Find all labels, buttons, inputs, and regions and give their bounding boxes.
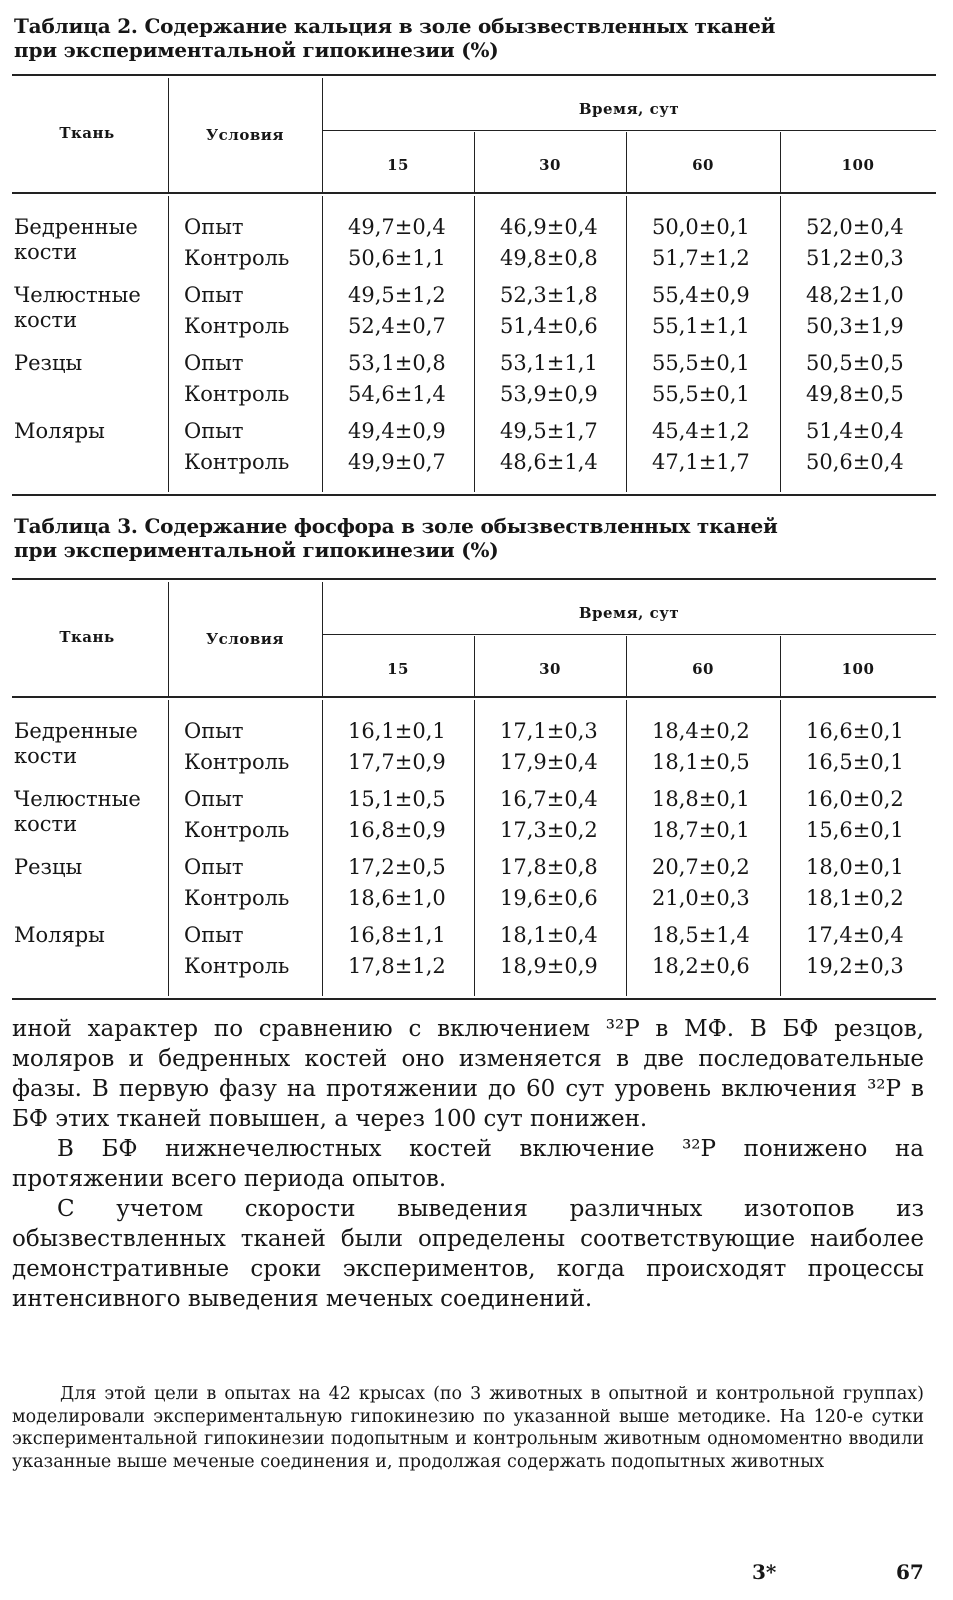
table-top-rule xyxy=(12,74,936,76)
value-control: 18,9±0,9 xyxy=(500,954,598,978)
body-column-divider xyxy=(168,196,169,492)
header-column-divider xyxy=(322,78,323,192)
value-control: 16,8±0,9 xyxy=(348,818,446,842)
tissue-label: Челюстные кости xyxy=(14,283,141,332)
header-day-3: 100 xyxy=(841,660,875,678)
value-control: 17,3±0,2 xyxy=(500,818,598,842)
value-experiment: 50,0±0,1 xyxy=(652,215,750,239)
value-experiment: 17,1±0,3 xyxy=(500,719,598,743)
value-control: 17,9±0,4 xyxy=(500,750,598,774)
condition-experiment: Опыт xyxy=(184,855,244,879)
body-column-divider xyxy=(322,196,323,492)
value-experiment: 55,5±0,1 xyxy=(652,351,750,375)
table2-caption xyxy=(14,14,914,62)
condition-experiment: Опыт xyxy=(184,283,244,307)
value-control: 21,0±0,3 xyxy=(652,886,750,910)
value-experiment: 18,0±0,1 xyxy=(806,855,904,879)
header-day-2: 60 xyxy=(692,660,714,678)
body-column-divider xyxy=(474,196,475,492)
value-experiment: 16,8±1,1 xyxy=(348,923,446,947)
body-column-divider xyxy=(780,700,781,996)
value-experiment: 18,1±0,4 xyxy=(500,923,598,947)
header-day-0: 15 xyxy=(387,660,409,678)
tissue-label: Челюстные кости xyxy=(14,787,141,836)
header-tissue: Ткань xyxy=(59,628,115,646)
table-bottom-rule xyxy=(12,998,936,1000)
body-column-divider xyxy=(626,700,627,996)
paragraph-2: В БФ нижнечелюстных костей включение ³²Р понижено на протяжении всего периода опытов. xyxy=(12,1136,924,1192)
value-experiment: 49,7±0,4 xyxy=(348,215,446,239)
header-day-2: 60 xyxy=(692,156,714,174)
value-experiment: 49,5±1,2 xyxy=(348,283,446,307)
table2-caption-line1: Таблица 2. Содержание кальция в золе обызвествленных тканей xyxy=(14,14,776,38)
condition-control: Контроль xyxy=(184,886,290,910)
condition-control: Контроль xyxy=(184,314,290,338)
header-day-3: 100 xyxy=(841,156,875,174)
value-experiment: 18,5±1,4 xyxy=(652,923,750,947)
value-control: 16,5±0,1 xyxy=(806,750,904,774)
header-day-1: 30 xyxy=(539,156,561,174)
value-control: 51,4±0,6 xyxy=(500,314,598,338)
value-experiment: 16,1±0,1 xyxy=(348,719,446,743)
condition-experiment: Опыт xyxy=(184,419,244,443)
value-experiment: 49,4±0,9 xyxy=(348,419,446,443)
value-experiment: 16,0±0,2 xyxy=(806,787,904,811)
value-control: 47,1±1,7 xyxy=(652,450,750,474)
tissue-label: Бедренные кости xyxy=(14,215,138,264)
table-header-rule xyxy=(12,192,936,194)
value-control: 18,1±0,2 xyxy=(806,886,904,910)
value-experiment: 46,9±0,4 xyxy=(500,215,598,239)
table-header-rule xyxy=(12,696,936,698)
value-control: 50,6±1,1 xyxy=(348,246,446,270)
value-experiment: 20,7±0,2 xyxy=(652,855,750,879)
table3-caption-line1: Таблица 3. Содержание фосфора в золе обызвествленных тканей xyxy=(14,514,778,538)
value-control: 17,7±0,9 xyxy=(348,750,446,774)
condition-control: Контроль xyxy=(184,750,290,774)
table-bottom-rule xyxy=(12,494,936,496)
value-control: 48,6±1,4 xyxy=(500,450,598,474)
header-column-divider xyxy=(322,582,323,696)
value-experiment: 45,4±1,2 xyxy=(652,419,750,443)
value-control: 49,9±0,7 xyxy=(348,450,446,474)
condition-experiment: Опыт xyxy=(184,719,244,743)
table2 xyxy=(12,74,936,494)
value-experiment: 52,0±0,4 xyxy=(806,215,904,239)
body-column-divider xyxy=(474,700,475,996)
value-control: 51,7±1,2 xyxy=(652,246,750,270)
value-control: 18,1±0,5 xyxy=(652,750,750,774)
value-experiment: 48,2±1,0 xyxy=(806,283,904,307)
value-control: 19,2±0,3 xyxy=(806,954,904,978)
body-column-divider xyxy=(780,196,781,492)
tissue-label: Бедренные кости xyxy=(14,719,138,768)
header-time: Время, сут xyxy=(578,604,680,622)
table3-caption xyxy=(14,514,914,562)
condition-control: Контроль xyxy=(184,954,290,978)
body-text xyxy=(12,1014,924,1314)
value-experiment: 17,4±0,4 xyxy=(806,923,904,947)
value-control: 51,2±0,3 xyxy=(806,246,904,270)
value-experiment: 49,5±1,7 xyxy=(500,419,598,443)
condition-control: Контроль xyxy=(184,382,290,406)
value-control: 55,5±0,1 xyxy=(652,382,750,406)
value-control: 19,6±0,6 xyxy=(500,886,598,910)
paragraph-3: С учетом скорости выведения различных изотопов из обызвествленных тканей были определены соответствующие наиболее демонстративные сроки экспериментов, когда происходят процессы интенсивного выведения меченых соединений. xyxy=(12,1196,924,1312)
body-column-divider xyxy=(322,700,323,996)
value-control: 54,6±1,4 xyxy=(348,382,446,406)
condition-control: Контроль xyxy=(184,450,290,474)
value-experiment: 17,8±0,8 xyxy=(500,855,598,879)
table2-caption-line2: при экспериментальной гипокинезии (%) xyxy=(14,38,499,62)
value-control: 49,8±0,5 xyxy=(806,382,904,406)
value-experiment: 51,4±0,4 xyxy=(806,419,904,443)
header-tissue: Ткань xyxy=(59,124,115,142)
value-control: 52,4±0,7 xyxy=(348,314,446,338)
value-experiment: 53,1±0,8 xyxy=(348,351,446,375)
value-control: 17,8±1,2 xyxy=(348,954,446,978)
small-print-text xyxy=(12,1383,924,1473)
time-header-rule xyxy=(322,634,936,635)
condition-experiment: Опыт xyxy=(184,351,244,375)
paragraph-4: Для этой цели в опытах на 42 крысах (по 3 животных в опытной и контрольной группах) моделировали экспериментальную гипокинезию по указанной выше методике. На 120-е сутки экспериментальной гипокинезии подопытным и контрольным животным одномоментно вводили указанные выше меченые соединения и, продолжая содержать подопытных животных xyxy=(12,1384,924,1472)
condition-control: Контроль xyxy=(184,246,290,270)
condition-experiment: Опыт xyxy=(184,215,244,239)
value-control: 55,1±1,1 xyxy=(652,314,750,338)
page-number: 67 xyxy=(896,1560,924,1584)
value-experiment: 52,3±1,8 xyxy=(500,283,598,307)
value-experiment: 50,5±0,5 xyxy=(806,351,904,375)
table-top-rule xyxy=(12,578,936,580)
value-control: 50,6±0,4 xyxy=(806,450,904,474)
value-experiment: 16,7±0,4 xyxy=(500,787,598,811)
value-control: 15,6±0,1 xyxy=(806,818,904,842)
value-control: 53,9±0,9 xyxy=(500,382,598,406)
value-control: 49,8±0,8 xyxy=(500,246,598,270)
value-experiment: 53,1±1,1 xyxy=(500,351,598,375)
header-time: Время, сут xyxy=(578,100,680,118)
table3 xyxy=(12,578,936,998)
value-control: 50,3±1,9 xyxy=(806,314,904,338)
tissue-label: Резцы xyxy=(14,351,83,375)
header-conditions: Условия xyxy=(205,630,285,648)
body-column-divider xyxy=(168,700,169,996)
value-control: 18,7±0,1 xyxy=(652,818,750,842)
tissue-label: Резцы xyxy=(14,855,83,879)
value-experiment: 16,6±0,1 xyxy=(806,719,904,743)
value-control: 18,6±1,0 xyxy=(348,886,446,910)
time-header-rule xyxy=(322,130,936,131)
value-control: 18,2±0,6 xyxy=(652,954,750,978)
header-day-0: 15 xyxy=(387,156,409,174)
condition-experiment: Опыт xyxy=(184,923,244,947)
table3-caption-line2: при экспериментальной гипокинезии (%) xyxy=(14,538,499,562)
condition-experiment: Опыт xyxy=(184,787,244,811)
tissue-label: Моляры xyxy=(14,923,105,947)
value-experiment: 55,4±0,9 xyxy=(652,283,750,307)
body-column-divider xyxy=(626,196,627,492)
value-experiment: 18,4±0,2 xyxy=(652,719,750,743)
condition-control: Контроль xyxy=(184,818,290,842)
header-day-1: 30 xyxy=(539,660,561,678)
value-experiment: 18,8±0,1 xyxy=(652,787,750,811)
tissue-label: Моляры xyxy=(14,419,105,443)
paragraph-1: иной характер по сравнению с включением ³²Р в МФ. В БФ резцов, моляров и бедренных костей оно изменяется в две последовательные фазы. В первую фазу на протяжении до 60 сут уровень включения ³²Р в БФ этих тканей повышен, а через 100 сут понижен. xyxy=(12,1016,924,1132)
value-experiment: 15,1±0,5 xyxy=(348,787,446,811)
value-experiment: 17,2±0,5 xyxy=(348,855,446,879)
signature-mark: 3* xyxy=(752,1560,777,1584)
header-conditions: Условия xyxy=(205,126,285,144)
